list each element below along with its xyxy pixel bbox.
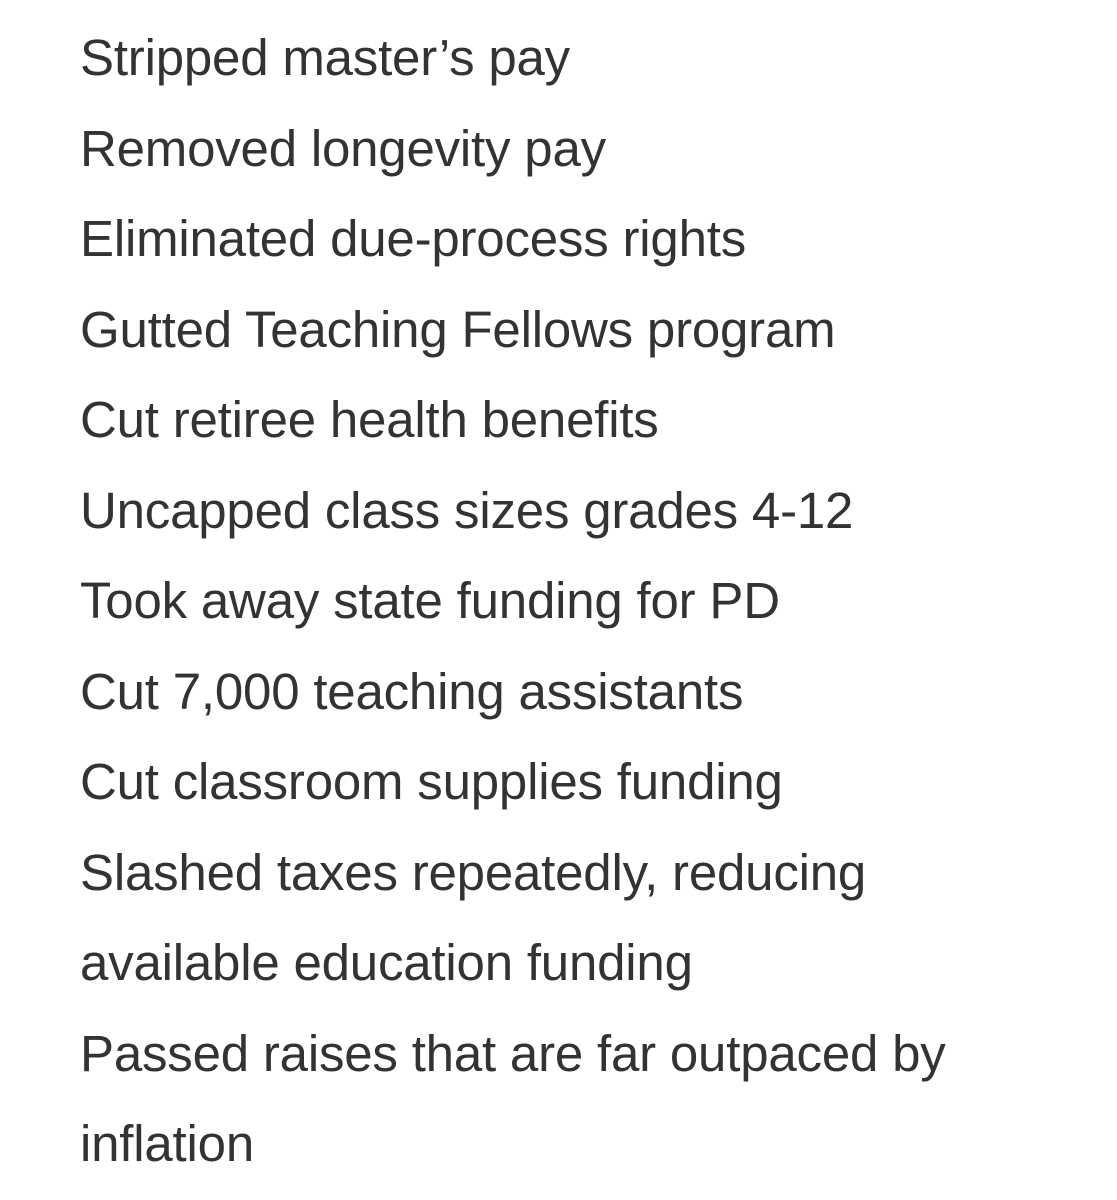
note-line-uncapped-class-sizes: Uncapped class sizes grades 4-12 [80, 481, 854, 539]
note-line-inflation: inflation [80, 1115, 254, 1172]
note-line-eliminated-due-process: Eliminated due-process rights [80, 210, 747, 267]
note-line-gutted-teaching-fellows: Gutted Teaching Fellows program [80, 300, 836, 358]
note-line-slashed-taxes: Slashed taxes repeatedly, reducing [80, 843, 867, 901]
note-line-cut-classroom-supplies: Cut classroom supplies funding [80, 753, 783, 810]
note-line-stripped-masters-pay: Stripped master’s pay [80, 29, 570, 86]
note-line-removed-longevity-pay: Removed longevity pay [80, 119, 606, 177]
note-line-cut-teaching-assistants: Cut 7,000 teaching assistants [80, 662, 744, 720]
note-line-available-education-funding: available education funding [80, 934, 693, 991]
note-line-passed-raises: Passed raises that are far outpaced by [80, 1024, 946, 1082]
note-line-took-away-pd-funding: Took away state funding for PD [80, 572, 780, 629]
note-line-cut-retiree-health: Cut retiree health benefits [80, 391, 659, 448]
